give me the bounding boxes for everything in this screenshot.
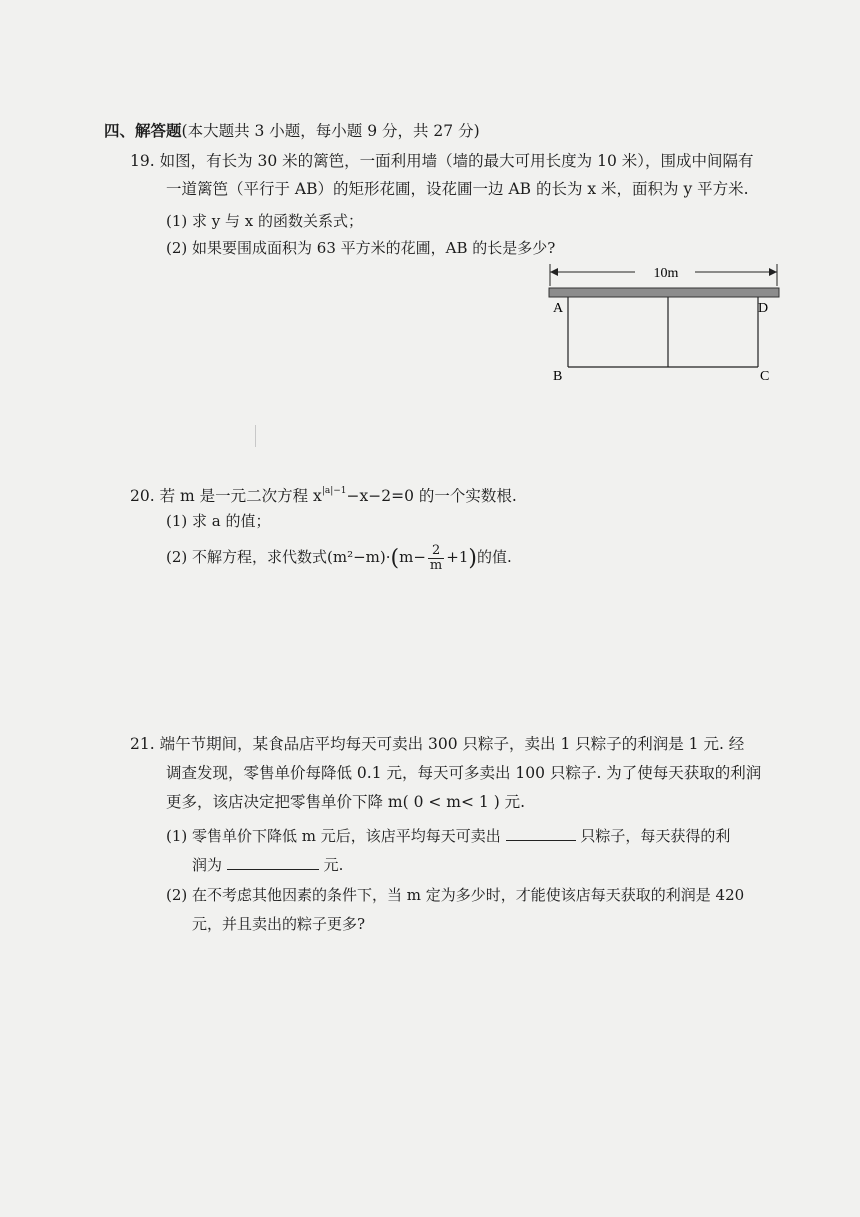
section-note: (本大题共 3 小题，每小题 9 分，共 27 分)	[181, 122, 480, 140]
left-paren: (	[390, 546, 400, 571]
q20-exponent: |a|−1	[321, 486, 347, 496]
q21-part-1-line-2	[192, 853, 343, 876]
label-a: A	[553, 301, 564, 316]
q19-part-2: (2) 如果要围成面积为 63 平方米的花圃，AB 的长是多少?	[166, 239, 556, 257]
right-paren: )	[468, 546, 477, 571]
garden-figure	[540, 256, 790, 386]
q19-part-1: (1) 求 y 与 x 的函数关系式；	[166, 212, 364, 230]
q21-part-2-line-2: 元，并且卖出的粽子更多?	[192, 915, 366, 933]
answer-blank-2[interactable]	[227, 853, 319, 870]
fraction	[428, 544, 444, 573]
q20-part2-prefix: (2) 不解方程，求代数式(m²−m)·	[166, 548, 391, 566]
arrowhead-right	[769, 268, 777, 276]
q20-inner-tail: +1	[446, 548, 469, 566]
q19-line-2: 一道篱笆（平行于 AB）的矩形花圃，设花圃一边 AB 的长为 x 米，面积为 y 平方米.	[166, 180, 749, 198]
q20-part-2	[166, 540, 512, 574]
q21-part-1-line-1	[166, 824, 730, 847]
fraction-denominator: m	[429, 557, 443, 573]
section-header	[104, 120, 480, 142]
scan-mark	[255, 425, 256, 447]
q21-part-2-line-1: (2) 在不考虑其他因素的条件下，当 m 定为多少时，才能使该店每天获取的利润是 420	[166, 886, 745, 904]
q21-part1-text-b: 只粽子，每天获得的利	[580, 827, 731, 845]
label-b: B	[553, 369, 563, 384]
answer-blank-1[interactable]	[506, 824, 576, 841]
q20-suffix: −x−2=0 的一个实数根.	[346, 487, 517, 505]
q21-line-3: 更多，该店决定把零售单价下降 m( 0 < m< 1 ) 元.	[166, 793, 526, 811]
width-label: 10m	[653, 266, 679, 281]
q21-line-2: 调查发现，零售单价每降低 0.1 元，每天可多卖出 100 只粽子. 为了使每天获取的利润	[166, 764, 762, 782]
section-title: 四、解答题	[104, 121, 182, 140]
q20-part-1: (1) 求 a 的值；	[166, 512, 271, 530]
wall	[549, 288, 779, 297]
q20-prefix: 20. 若 m 是一元二次方程 x	[130, 487, 322, 505]
q21-part1-text-d: 元.	[323, 856, 344, 874]
label-c: C	[760, 369, 770, 384]
arrowhead-left	[550, 268, 558, 276]
q20-inner-m: m−	[399, 548, 426, 566]
q19-line-1: 19. 如图，有长为 30 米的篱笆，一面利用墙（墙的最大可用长度为 10 米），围成中间隔有	[130, 152, 754, 170]
label-d: D	[758, 301, 769, 316]
q21-line-1: 21. 端午节期间，某食品店平均每天可卖出 300 只粽子，卖出 1 只粽子的利润是 1 元. 经	[130, 735, 745, 753]
q20-part2-suffix: 的值.	[476, 548, 512, 566]
q21-part1-text-a: (1) 零售单价下降低 m 元后，该店平均每天可卖出	[166, 827, 501, 845]
q21-part1-text-c: 润为	[192, 856, 223, 874]
q20-line-1	[130, 480, 517, 507]
fraction-numerator: 2	[428, 544, 444, 559]
